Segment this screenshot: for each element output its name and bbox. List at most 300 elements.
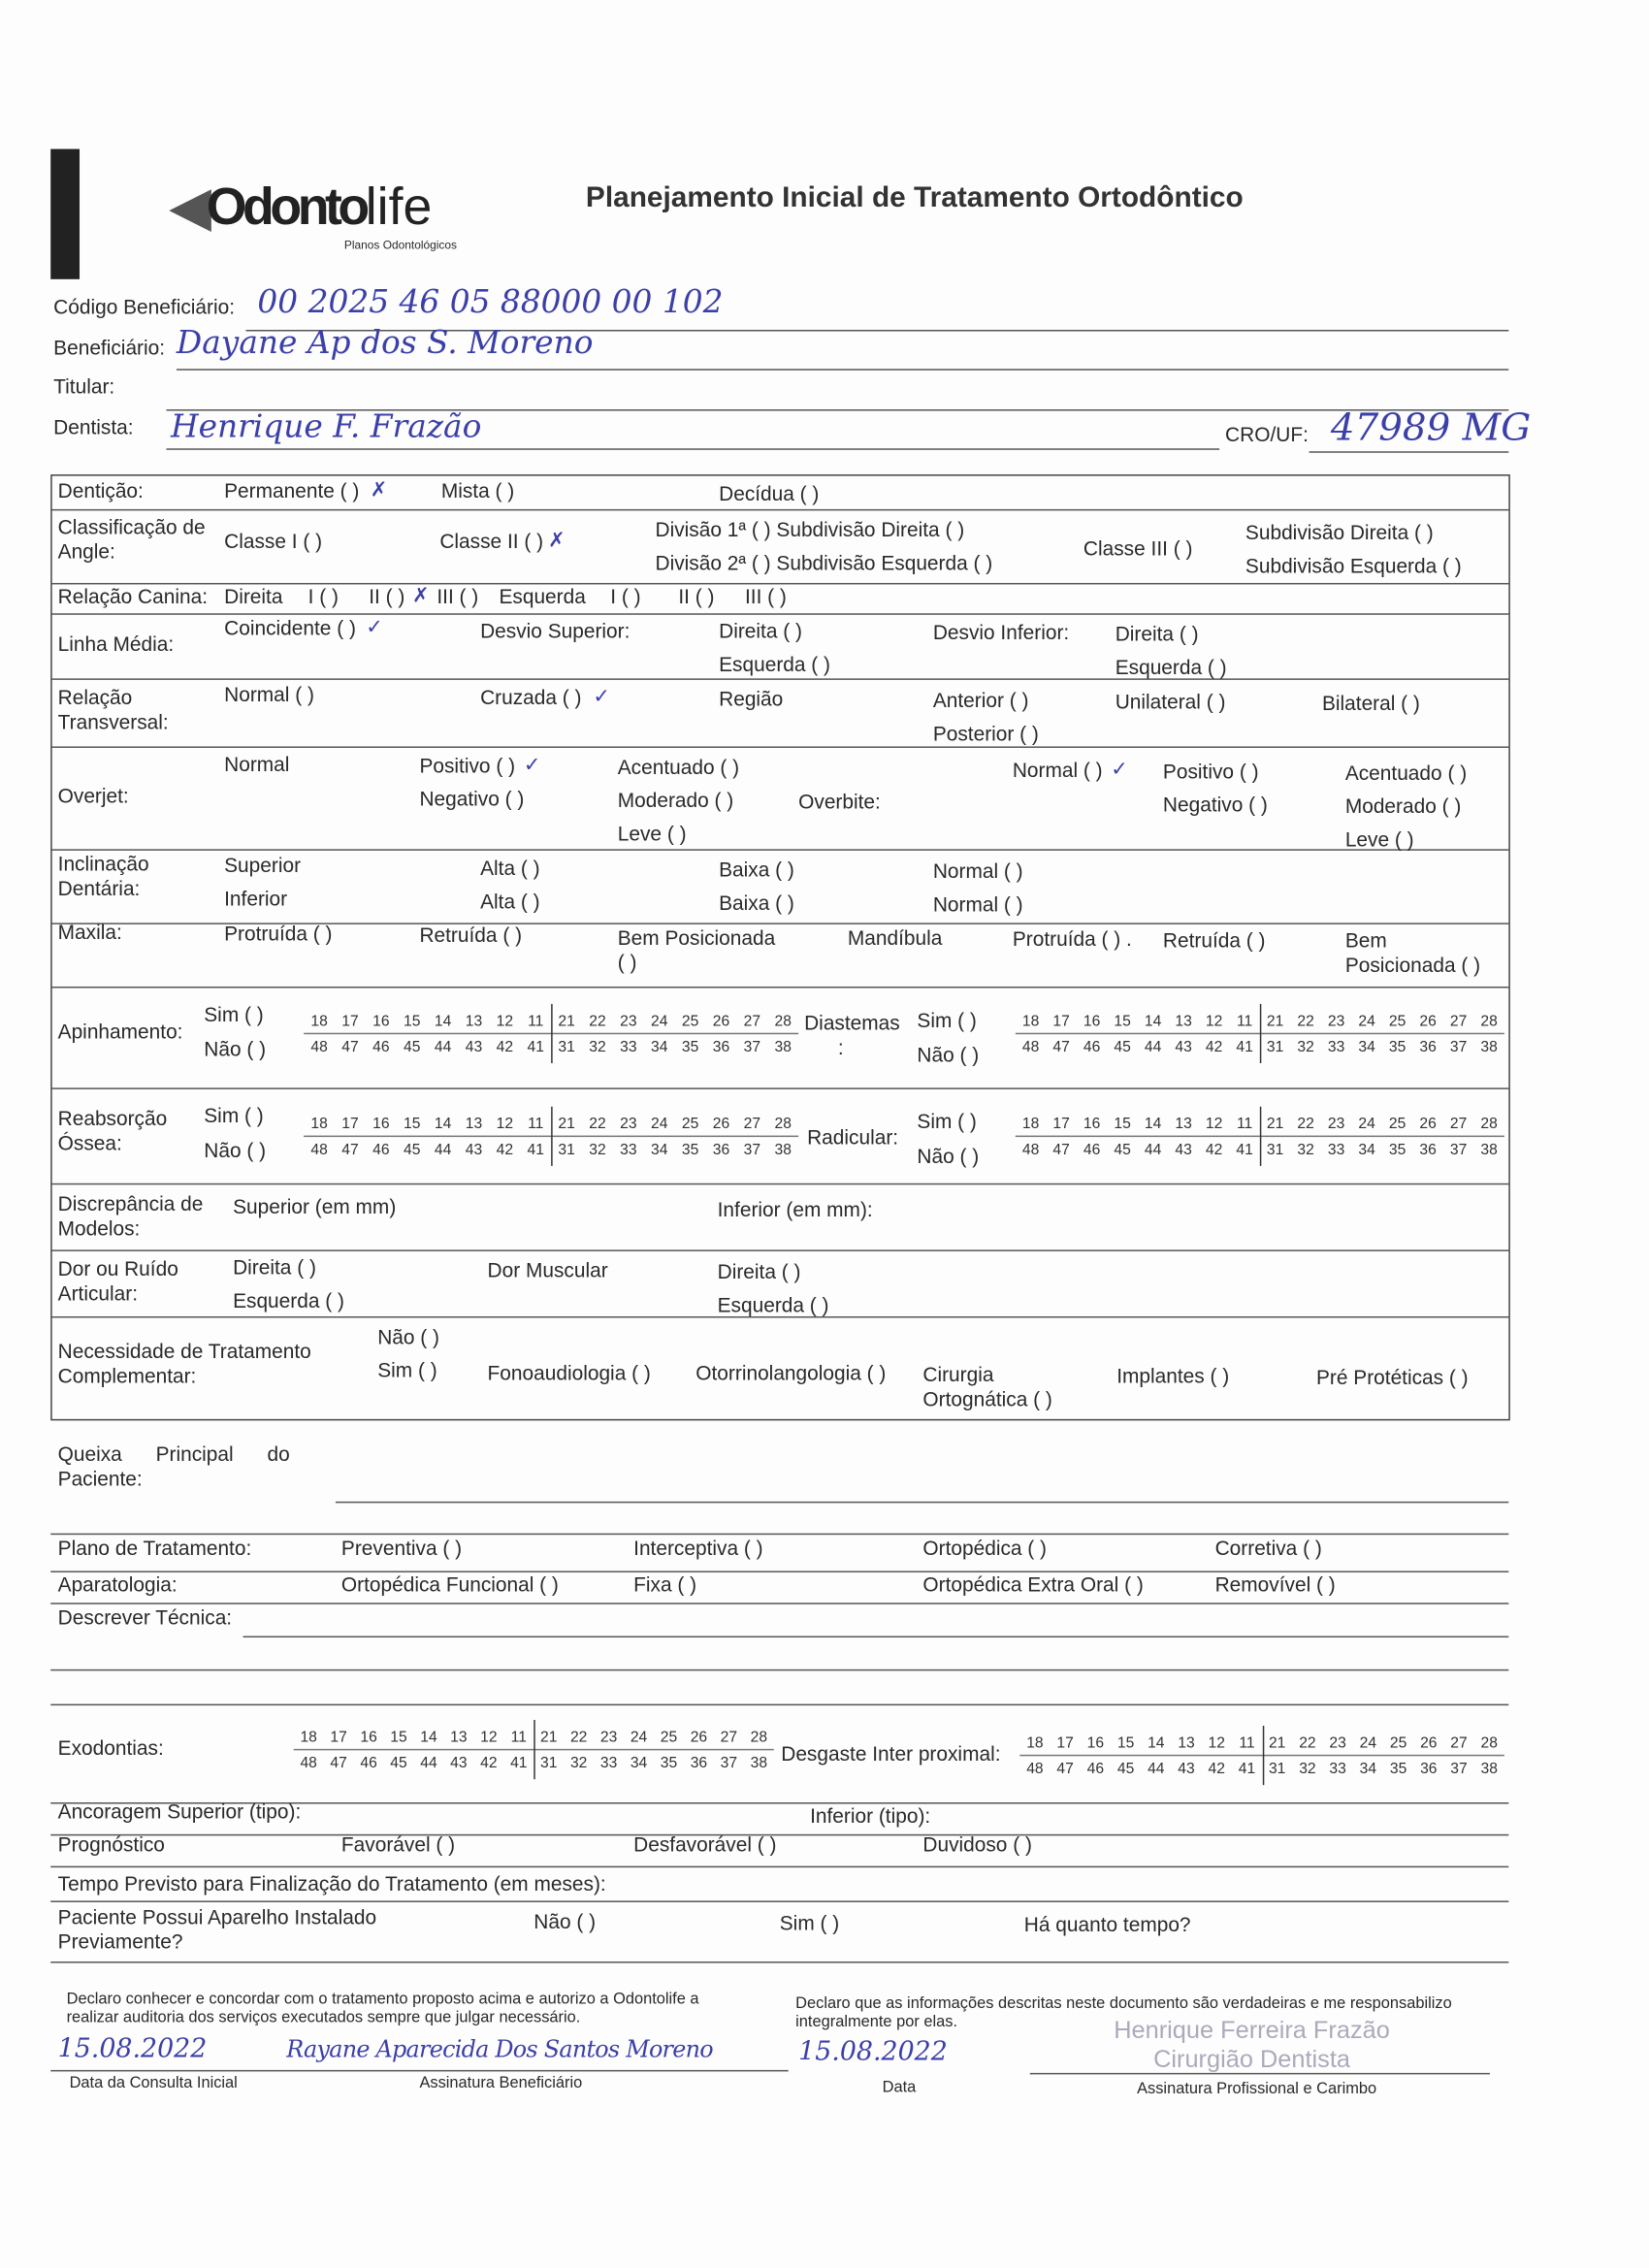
dor-field[interactable]: Dor Muscular	[487, 1258, 608, 1282]
denticao-field[interactable]: Mista ( )	[440, 478, 515, 502]
tooth-number[interactable]: 36	[690, 1754, 708, 1771]
tooth-number[interactable]: 31	[1268, 1760, 1286, 1777]
tooth-number[interactable]: 31	[1266, 1037, 1284, 1055]
tooth-number[interactable]: 14	[1144, 1012, 1162, 1029]
tooth-number[interactable]: 47	[1052, 1140, 1070, 1158]
tooth-number[interactable]: 24	[1358, 1012, 1375, 1029]
linha-field[interactable]: Desvio Superior:	[480, 619, 630, 643]
tooth-number[interactable]: 13	[1175, 1114, 1192, 1132]
tooth-chart[interactable]	[294, 1725, 774, 1775]
tooth-number[interactable]: 27	[1450, 1733, 1468, 1752]
tooth-number[interactable]: 48	[300, 1754, 317, 1771]
dentista-value[interactable]: Henrique F. Frazão	[170, 409, 482, 446]
tooth-number[interactable]: 27	[1449, 1114, 1468, 1132]
tooth-number[interactable]: 37	[743, 1140, 761, 1158]
necessidade-field[interactable]: Não ( )	[377, 1324, 440, 1348]
apinhamento-field[interactable]: Não ( )	[204, 1037, 267, 1061]
tooth-number[interactable]: 34	[1358, 1037, 1375, 1055]
tooth-number[interactable]: 32	[1297, 1140, 1314, 1158]
tooth-number[interactable]: 32	[589, 1140, 606, 1158]
transversal-field[interactable]: Normal ( )	[224, 682, 314, 706]
tooth-number[interactable]: 45	[390, 1754, 407, 1771]
inclinacao-field[interactable]: Normal ( )	[932, 859, 1023, 883]
tooth-number[interactable]: 26	[690, 1728, 708, 1746]
tooth-number[interactable]: 34	[1359, 1760, 1377, 1777]
linha-field[interactable]: Coincidente ( )	[224, 616, 356, 640]
tooth-number[interactable]: 24	[1359, 1733, 1377, 1752]
beneficiary-signature[interactable]: Rayane Aparecida Dos Santos Moreno	[286, 2035, 713, 2063]
tooth-number[interactable]: 38	[1480, 1140, 1498, 1158]
overjet-field[interactable]: Normal	[224, 752, 290, 776]
tooth-number[interactable]: 16	[1086, 1733, 1105, 1752]
tooth-number[interactable]: 26	[1420, 1733, 1438, 1752]
tooth-number[interactable]: 26	[1419, 1114, 1437, 1132]
tooth-number[interactable]: 42	[1205, 1140, 1223, 1158]
tooth-number[interactable]: 18	[1021, 1114, 1040, 1132]
tooth-number[interactable]: 45	[1116, 1760, 1135, 1777]
tooth-number[interactable]: 25	[1388, 1114, 1406, 1132]
tooth-number[interactable]: 48	[310, 1037, 328, 1055]
necessidade-field[interactable]: Otorrinolangologia ( )	[695, 1361, 887, 1385]
tooth-number[interactable]: 46	[360, 1754, 377, 1771]
canina-field[interactable]: I ( )	[307, 584, 339, 608]
tooth-number[interactable]: 45	[1114, 1037, 1131, 1055]
tooth-number[interactable]: 11	[510, 1728, 527, 1746]
canina-field[interactable]: Direita	[224, 584, 283, 608]
tooth-number[interactable]: 21	[1266, 1012, 1284, 1029]
inclinacao-field[interactable]: Normal ( )	[932, 892, 1023, 916]
tooth-number[interactable]: 12	[1208, 1733, 1225, 1752]
tooth-number[interactable]: 11	[1236, 1114, 1253, 1132]
tooth-number[interactable]: 43	[1178, 1760, 1195, 1777]
tooth-number[interactable]: 15	[1116, 1733, 1135, 1752]
tooth-number[interactable]: 48	[310, 1140, 328, 1158]
tooth-number[interactable]: 37	[1449, 1140, 1468, 1158]
angle-field[interactable]: Subdivisão Esquerda ( )	[1245, 554, 1462, 577]
overjet-field[interactable]: Moderado ( )	[1344, 794, 1462, 818]
tooth-number[interactable]: 41	[1236, 1037, 1253, 1055]
tooth-number[interactable]: 11	[528, 1114, 544, 1132]
tooth-number[interactable]: 47	[1056, 1760, 1074, 1777]
tooth-number[interactable]: 42	[496, 1140, 514, 1158]
aparatologia-field[interactable]: Ortopédica Extra Oral ( )	[922, 1571, 1144, 1596]
overjet-field[interactable]: Acentuado ( )	[617, 755, 740, 779]
inclinacao-field[interactable]: Alta ( )	[480, 890, 540, 913]
tooth-number[interactable]: 47	[1052, 1037, 1070, 1055]
tooth-number[interactable]: 12	[496, 1114, 514, 1132]
tooth-number[interactable]: 22	[589, 1012, 606, 1029]
tooth-number[interactable]: 24	[650, 1012, 668, 1029]
tooth-number[interactable]: 47	[341, 1140, 359, 1158]
tooth-number[interactable]: 14	[1148, 1733, 1165, 1752]
tooth-number[interactable]: 23	[620, 1114, 637, 1132]
tooth-number[interactable]: 48	[1021, 1140, 1040, 1158]
tooth-number[interactable]: 28	[750, 1728, 768, 1746]
tooth-number[interactable]: 41	[1238, 1760, 1256, 1777]
tooth-number[interactable]: 23	[620, 1012, 637, 1029]
tooth-number[interactable]: 33	[599, 1754, 618, 1771]
overjet-field[interactable]: Overbite:	[798, 790, 881, 814]
inclinacao-field[interactable]: Baixa ( )	[719, 891, 794, 915]
tooth-number[interactable]: 38	[774, 1140, 792, 1158]
dor-field[interactable]: Esquerda ( )	[233, 1288, 344, 1312]
tooth-number[interactable]: 35	[1388, 1140, 1406, 1158]
tooth-number[interactable]: 16	[1083, 1114, 1101, 1132]
tooth-number[interactable]: 31	[558, 1037, 575, 1055]
tooth-number[interactable]: 35	[1388, 1037, 1406, 1055]
tooth-number[interactable]: 36	[712, 1140, 730, 1158]
canina-field[interactable]: II ( )	[678, 584, 715, 608]
tooth-number[interactable]: 46	[1083, 1140, 1101, 1158]
tooth-number[interactable]: 36	[1420, 1760, 1438, 1777]
angle-field[interactable]: Divisão 2ª ( ) Subdivisão Esquerda ( )	[655, 551, 993, 575]
inclinacao-field[interactable]: Baixa ( )	[719, 858, 794, 882]
tooth-number[interactable]: 44	[434, 1140, 452, 1158]
aparatologia-field[interactable]: Removível ( )	[1214, 1571, 1336, 1596]
tooth-number[interactable]: 46	[1086, 1760, 1105, 1777]
discrepancia-field[interactable]: Inferior (em mm):	[717, 1197, 873, 1221]
tooth-number[interactable]: 36	[1419, 1140, 1437, 1158]
tooth-number[interactable]: 44	[1144, 1037, 1162, 1055]
tooth-number[interactable]: 21	[540, 1728, 558, 1746]
maxila-field[interactable]: Protruída ( )	[224, 921, 333, 945]
tooth-number[interactable]: 46	[372, 1140, 390, 1158]
reabsorcao-field[interactable]: Radicular:	[807, 1125, 899, 1150]
tooth-number[interactable]: 41	[527, 1140, 544, 1158]
apinhamento-field[interactable]: Não ( )	[917, 1043, 980, 1067]
denticao-field[interactable]: Decídua ( )	[719, 481, 820, 505]
tooth-number[interactable]: 28	[774, 1114, 792, 1132]
tooth-number[interactable]: 38	[774, 1037, 792, 1055]
tooth-number[interactable]: 25	[1388, 1012, 1406, 1029]
tooth-number[interactable]: 22	[569, 1728, 588, 1746]
tooth-number[interactable]: 24	[650, 1114, 668, 1132]
tooth-number[interactable]: 18	[1021, 1012, 1040, 1029]
reabsorcao-field[interactable]: Não ( )	[204, 1138, 267, 1162]
apinhamento-field[interactable]: Diastemas :	[804, 1011, 900, 1059]
necessidade-field[interactable]: Implantes ( )	[1116, 1364, 1230, 1388]
transversal-field[interactable]: Posterior ( )	[932, 722, 1039, 745]
tooth-number[interactable]: 32	[589, 1037, 606, 1055]
tooth-number[interactable]: 48	[1021, 1037, 1040, 1055]
canina-field[interactable]: I ( )	[610, 584, 641, 608]
tooth-number[interactable]: 15	[403, 1012, 421, 1029]
tooth-number[interactable]: 37	[1450, 1760, 1468, 1777]
angle-field[interactable]: Subdivisão Direita ( )	[1245, 520, 1434, 544]
tooth-number[interactable]: 38	[1480, 1760, 1498, 1777]
linha-field[interactable]: Direita ( )	[719, 619, 802, 643]
tooth-number[interactable]: 12	[496, 1012, 514, 1029]
tooth-number[interactable]: 17	[1052, 1114, 1070, 1132]
tooth-number[interactable]: 16	[360, 1728, 377, 1746]
dor-field[interactable]: Esquerda ( )	[717, 1293, 829, 1316]
angle-field[interactable]: Divisão 1ª ( ) Subdivisão Direita ( )	[655, 517, 965, 541]
tooth-number[interactable]: 42	[480, 1754, 498, 1771]
tooth-number[interactable]: 18	[310, 1114, 328, 1132]
transversal-field[interactable]: Unilateral ( )	[1115, 690, 1226, 714]
tooth-number[interactable]: 27	[1449, 1012, 1468, 1029]
tooth-chart[interactable]	[1019, 1730, 1504, 1780]
tooth-number[interactable]: 26	[712, 1114, 730, 1132]
tooth-number[interactable]: 33	[1327, 1140, 1345, 1158]
maxila-field[interactable]: Bem Posicionada ( )	[1344, 928, 1481, 977]
tooth-number[interactable]: 14	[434, 1012, 452, 1029]
tooth-number[interactable]: 35	[660, 1754, 678, 1771]
aparatologia-field[interactable]: Fixa ( )	[633, 1571, 697, 1596]
overjet-field[interactable]: Negativo ( )	[419, 787, 525, 811]
reabsorcao-field[interactable]: Não ( )	[917, 1144, 980, 1168]
angle-field[interactable]: Classe III ( )	[1083, 536, 1193, 561]
tooth-number[interactable]: 15	[390, 1728, 407, 1746]
tooth-number[interactable]: 44	[1148, 1760, 1165, 1777]
prognostico-field[interactable]: Duvidoso ( )	[922, 1832, 1032, 1857]
necessidade-field[interactable]: Pré Protéticas ( )	[1315, 1365, 1469, 1389]
transversal-field[interactable]: Bilateral ( )	[1321, 691, 1420, 715]
tooth-number[interactable]: 28	[1480, 1012, 1498, 1029]
linha-field[interactable]: Direita ( )	[1115, 622, 1199, 646]
denticao-field[interactable]: Permanente ( )	[224, 478, 360, 502]
tooth-number[interactable]: 33	[1329, 1760, 1346, 1777]
tooth-number[interactable]: 13	[1175, 1012, 1192, 1029]
tooth-number[interactable]: 34	[650, 1140, 668, 1158]
maxila-field[interactable]: Retruída ( )	[1162, 928, 1266, 953]
tooth-number[interactable]: 25	[681, 1114, 699, 1132]
tooth-number[interactable]: 43	[465, 1037, 483, 1055]
necessidade-field[interactable]: Sim ( )	[377, 1358, 437, 1382]
tooth-number[interactable]: 12	[1205, 1114, 1223, 1132]
tooth-number[interactable]: 12	[480, 1728, 498, 1746]
tooth-number[interactable]: 22	[1297, 1114, 1314, 1132]
tooth-number[interactable]: 31	[1266, 1140, 1284, 1158]
tooth-number[interactable]: 14	[1144, 1114, 1162, 1132]
tooth-number[interactable]: 21	[1266, 1114, 1284, 1132]
tooth-number[interactable]: 44	[434, 1037, 452, 1055]
aparatologia-field[interactable]: Ortopédica Funcional ( )	[340, 1571, 559, 1596]
apinhamento-field[interactable]: Sim ( )	[204, 1002, 264, 1026]
dor-field[interactable]: Direita ( )	[233, 1255, 316, 1280]
tooth-number[interactable]: 21	[1268, 1733, 1286, 1752]
tooth-number[interactable]: 12	[1205, 1012, 1223, 1029]
reabsorcao-field[interactable]: Sim ( )	[917, 1109, 977, 1133]
tooth-number[interactable]: 22	[1299, 1733, 1316, 1752]
plano-field[interactable]: Corretiva ( )	[1214, 1536, 1322, 1560]
angle-field[interactable]: Classe I ( )	[224, 529, 323, 553]
tooth-number[interactable]: 13	[465, 1012, 483, 1029]
tooth-number[interactable]: 47	[341, 1037, 359, 1055]
prognostico-field[interactable]: Favorável ( )	[340, 1832, 456, 1857]
tooth-chart[interactable]	[1016, 1111, 1504, 1161]
overjet-field[interactable]: Leve ( )	[1344, 826, 1414, 851]
professional-date[interactable]: 15.08.2022	[798, 2036, 948, 2067]
dor-field[interactable]: Direita ( )	[717, 1259, 801, 1283]
discrepancia-field[interactable]: Superior (em mm)	[233, 1194, 397, 1218]
tooth-number[interactable]: 42	[496, 1037, 514, 1055]
tooth-number[interactable]: 45	[403, 1140, 421, 1158]
overjet-field[interactable]: Acentuado ( )	[1344, 761, 1468, 785]
prognostico-field[interactable]: Desfavorável ( )	[633, 1832, 777, 1857]
tooth-number[interactable]: 15	[1114, 1114, 1131, 1132]
tooth-number[interactable]: 32	[1297, 1037, 1314, 1055]
canina-field[interactable]: II ( )	[369, 584, 405, 608]
tooth-number[interactable]: 23	[1327, 1012, 1345, 1029]
tooth-number[interactable]: 11	[1236, 1012, 1253, 1029]
tooth-number[interactable]: 47	[330, 1754, 347, 1771]
tooth-number[interactable]: 33	[1327, 1037, 1345, 1055]
cro-value[interactable]: 47989 MG	[1330, 406, 1532, 450]
tooth-number[interactable]: 17	[330, 1728, 347, 1746]
canina-field[interactable]: III ( )	[744, 584, 787, 608]
tooth-number[interactable]: 18	[1026, 1733, 1044, 1752]
tooth-number[interactable]: 11	[1239, 1733, 1255, 1752]
maxila-field[interactable]: Mandíbula	[847, 925, 943, 950]
angle-field[interactable]: Classe II ( )	[439, 529, 544, 553]
overjet-field[interactable]: Leve ( )	[617, 822, 687, 845]
beneficiario-value[interactable]: Dayane Ap dos S. Moreno	[176, 325, 594, 362]
inclinacao-field[interactable]: Superior	[224, 853, 302, 877]
tooth-number[interactable]: 37	[743, 1037, 761, 1055]
tooth-number[interactable]: 17	[1056, 1733, 1074, 1752]
tooth-number[interactable]: 22	[589, 1114, 606, 1132]
tooth-number[interactable]: 16	[372, 1114, 390, 1132]
tooth-number[interactable]: 38	[750, 1754, 768, 1771]
tooth-number[interactable]: 22	[1297, 1012, 1314, 1029]
tooth-number[interactable]: 35	[681, 1140, 699, 1158]
tooth-number[interactable]: 14	[434, 1114, 452, 1132]
linha-field[interactable]: Desvio Inferior:	[932, 620, 1070, 644]
tooth-number[interactable]: 28	[774, 1012, 792, 1029]
tooth-number[interactable]: 46	[1083, 1037, 1101, 1055]
tooth-number[interactable]: 33	[620, 1140, 637, 1158]
tooth-number[interactable]: 15	[1114, 1012, 1131, 1029]
apinhamento-field[interactable]: Sim ( )	[917, 1008, 977, 1032]
tooth-number[interactable]: 43	[465, 1140, 483, 1158]
tooth-number[interactable]: 37	[1449, 1037, 1468, 1055]
overjet-field[interactable]: Positivo ( )	[1162, 759, 1259, 783]
tooth-number[interactable]: 17	[341, 1012, 359, 1029]
overjet-field[interactable]: Negativo ( )	[1162, 793, 1268, 817]
tooth-number[interactable]: 17	[341, 1114, 359, 1132]
tooth-chart[interactable]	[1016, 1008, 1504, 1058]
canina-field[interactable]: III ( )	[436, 584, 479, 608]
tooth-number[interactable]: 36	[1419, 1037, 1437, 1055]
tooth-number[interactable]: 42	[1208, 1760, 1225, 1777]
tooth-number[interactable]: 32	[1299, 1760, 1316, 1777]
tooth-number[interactable]: 21	[558, 1114, 575, 1132]
tooth-number[interactable]: 43	[1175, 1037, 1192, 1055]
tooth-number[interactable]: 25	[681, 1012, 699, 1029]
tooth-chart[interactable]	[304, 1008, 798, 1058]
tooth-number[interactable]: 11	[528, 1012, 544, 1029]
tooth-number[interactable]: 48	[1026, 1760, 1044, 1777]
tooth-number[interactable]: 26	[1419, 1012, 1437, 1029]
tooth-number[interactable]: 36	[712, 1037, 730, 1055]
tooth-number[interactable]: 28	[1480, 1114, 1498, 1132]
tooth-number[interactable]: 24	[1358, 1114, 1375, 1132]
tooth-number[interactable]: 14	[420, 1728, 437, 1746]
transversal-field[interactable]: Cruzada ( )	[480, 685, 582, 709]
consultation-date[interactable]: 15.08.2022	[57, 2033, 208, 2064]
tooth-number[interactable]: 23	[599, 1728, 618, 1746]
tooth-number[interactable]: 27	[720, 1728, 738, 1746]
tooth-number[interactable]: 31	[540, 1754, 558, 1771]
tooth-number[interactable]: 17	[1052, 1012, 1070, 1029]
reabsorcao-field[interactable]: Sim ( )	[204, 1103, 264, 1127]
tooth-number[interactable]: 23	[1329, 1733, 1346, 1752]
codigo-value[interactable]: 00 2025 46 05 88000 00 102	[257, 284, 724, 322]
maxila-field[interactable]: Protruída ( ) .	[1012, 926, 1132, 951]
overjet-field[interactable]: Positivo ( )	[419, 753, 516, 777]
tooth-number[interactable]: 27	[743, 1012, 761, 1029]
tooth-number[interactable]: 34	[1358, 1140, 1375, 1158]
tooth-number[interactable]: 35	[681, 1037, 699, 1055]
tooth-number[interactable]: 34	[650, 1037, 668, 1055]
tooth-number[interactable]: 24	[630, 1728, 648, 1746]
maxila-field[interactable]: Retruída ( )	[419, 923, 523, 947]
tooth-number[interactable]: 43	[450, 1754, 468, 1771]
overjet-field[interactable]: Normal ( )	[1012, 758, 1103, 782]
tooth-number[interactable]: 45	[1114, 1140, 1131, 1158]
tooth-number[interactable]: 21	[558, 1012, 575, 1029]
tooth-number[interactable]: 41	[1236, 1140, 1253, 1158]
tooth-number[interactable]: 31	[558, 1140, 575, 1158]
necessidade-field[interactable]: Cirurgia Ortognática ( )	[922, 1362, 1052, 1410]
tooth-number[interactable]: 45	[403, 1037, 421, 1055]
tooth-number[interactable]: 13	[1178, 1733, 1195, 1752]
tooth-number[interactable]: 13	[450, 1728, 468, 1746]
tooth-number[interactable]: 15	[403, 1114, 421, 1132]
transversal-field[interactable]: Região	[719, 687, 784, 711]
tooth-number[interactable]: 41	[527, 1037, 544, 1055]
tooth-number[interactable]: 18	[300, 1728, 317, 1746]
tooth-number[interactable]: 26	[712, 1012, 730, 1029]
transversal-field[interactable]: Anterior ( )	[932, 688, 1029, 712]
tooth-number[interactable]: 42	[1205, 1037, 1223, 1055]
plano-field[interactable]: Interceptiva ( )	[633, 1536, 763, 1560]
inclinacao-field[interactable]: Alta ( )	[480, 856, 540, 880]
tooth-number[interactable]: 43	[1175, 1140, 1192, 1158]
tooth-number[interactable]: 37	[720, 1754, 738, 1771]
inclinacao-field[interactable]: Inferior	[224, 887, 288, 910]
tooth-number[interactable]: 38	[1480, 1037, 1498, 1055]
tooth-number[interactable]: 18	[310, 1012, 328, 1029]
tooth-number[interactable]: 35	[1389, 1760, 1407, 1777]
tooth-number[interactable]: 25	[660, 1728, 678, 1746]
tooth-number[interactable]: 44	[420, 1754, 437, 1771]
tooth-number[interactable]: 16	[1083, 1012, 1101, 1029]
plano-field[interactable]: Ortopédica ( )	[922, 1536, 1048, 1560]
tooth-number[interactable]: 32	[569, 1754, 588, 1771]
tooth-number[interactable]: 13	[465, 1114, 483, 1132]
linha-field[interactable]: Esquerda ( )	[1115, 655, 1227, 679]
tooth-number[interactable]: 33	[620, 1037, 637, 1055]
maxila-field[interactable]: Bem Posicionada ( )	[617, 925, 776, 974]
tooth-number[interactable]: 44	[1144, 1140, 1162, 1158]
overjet-field[interactable]: Moderado ( )	[617, 788, 734, 812]
canina-field[interactable]: Esquerda	[499, 584, 586, 608]
tooth-number[interactable]: 34	[630, 1754, 648, 1771]
tooth-chart[interactable]	[304, 1111, 798, 1161]
necessidade-field[interactable]: Fonoaudiologia ( )	[487, 1361, 651, 1385]
tooth-number[interactable]: 25	[1389, 1733, 1407, 1752]
tooth-number[interactable]: 16	[372, 1012, 390, 1029]
plano-field[interactable]: Preventiva ( )	[340, 1536, 463, 1560]
tooth-number[interactable]: 28	[1480, 1733, 1498, 1752]
tooth-number[interactable]: 46	[372, 1037, 390, 1055]
tooth-number[interactable]: 41	[510, 1754, 528, 1771]
linha-field[interactable]: Esquerda ( )	[719, 652, 831, 676]
tooth-number[interactable]: 23	[1327, 1114, 1345, 1132]
tooth-number[interactable]: 27	[743, 1114, 761, 1132]
